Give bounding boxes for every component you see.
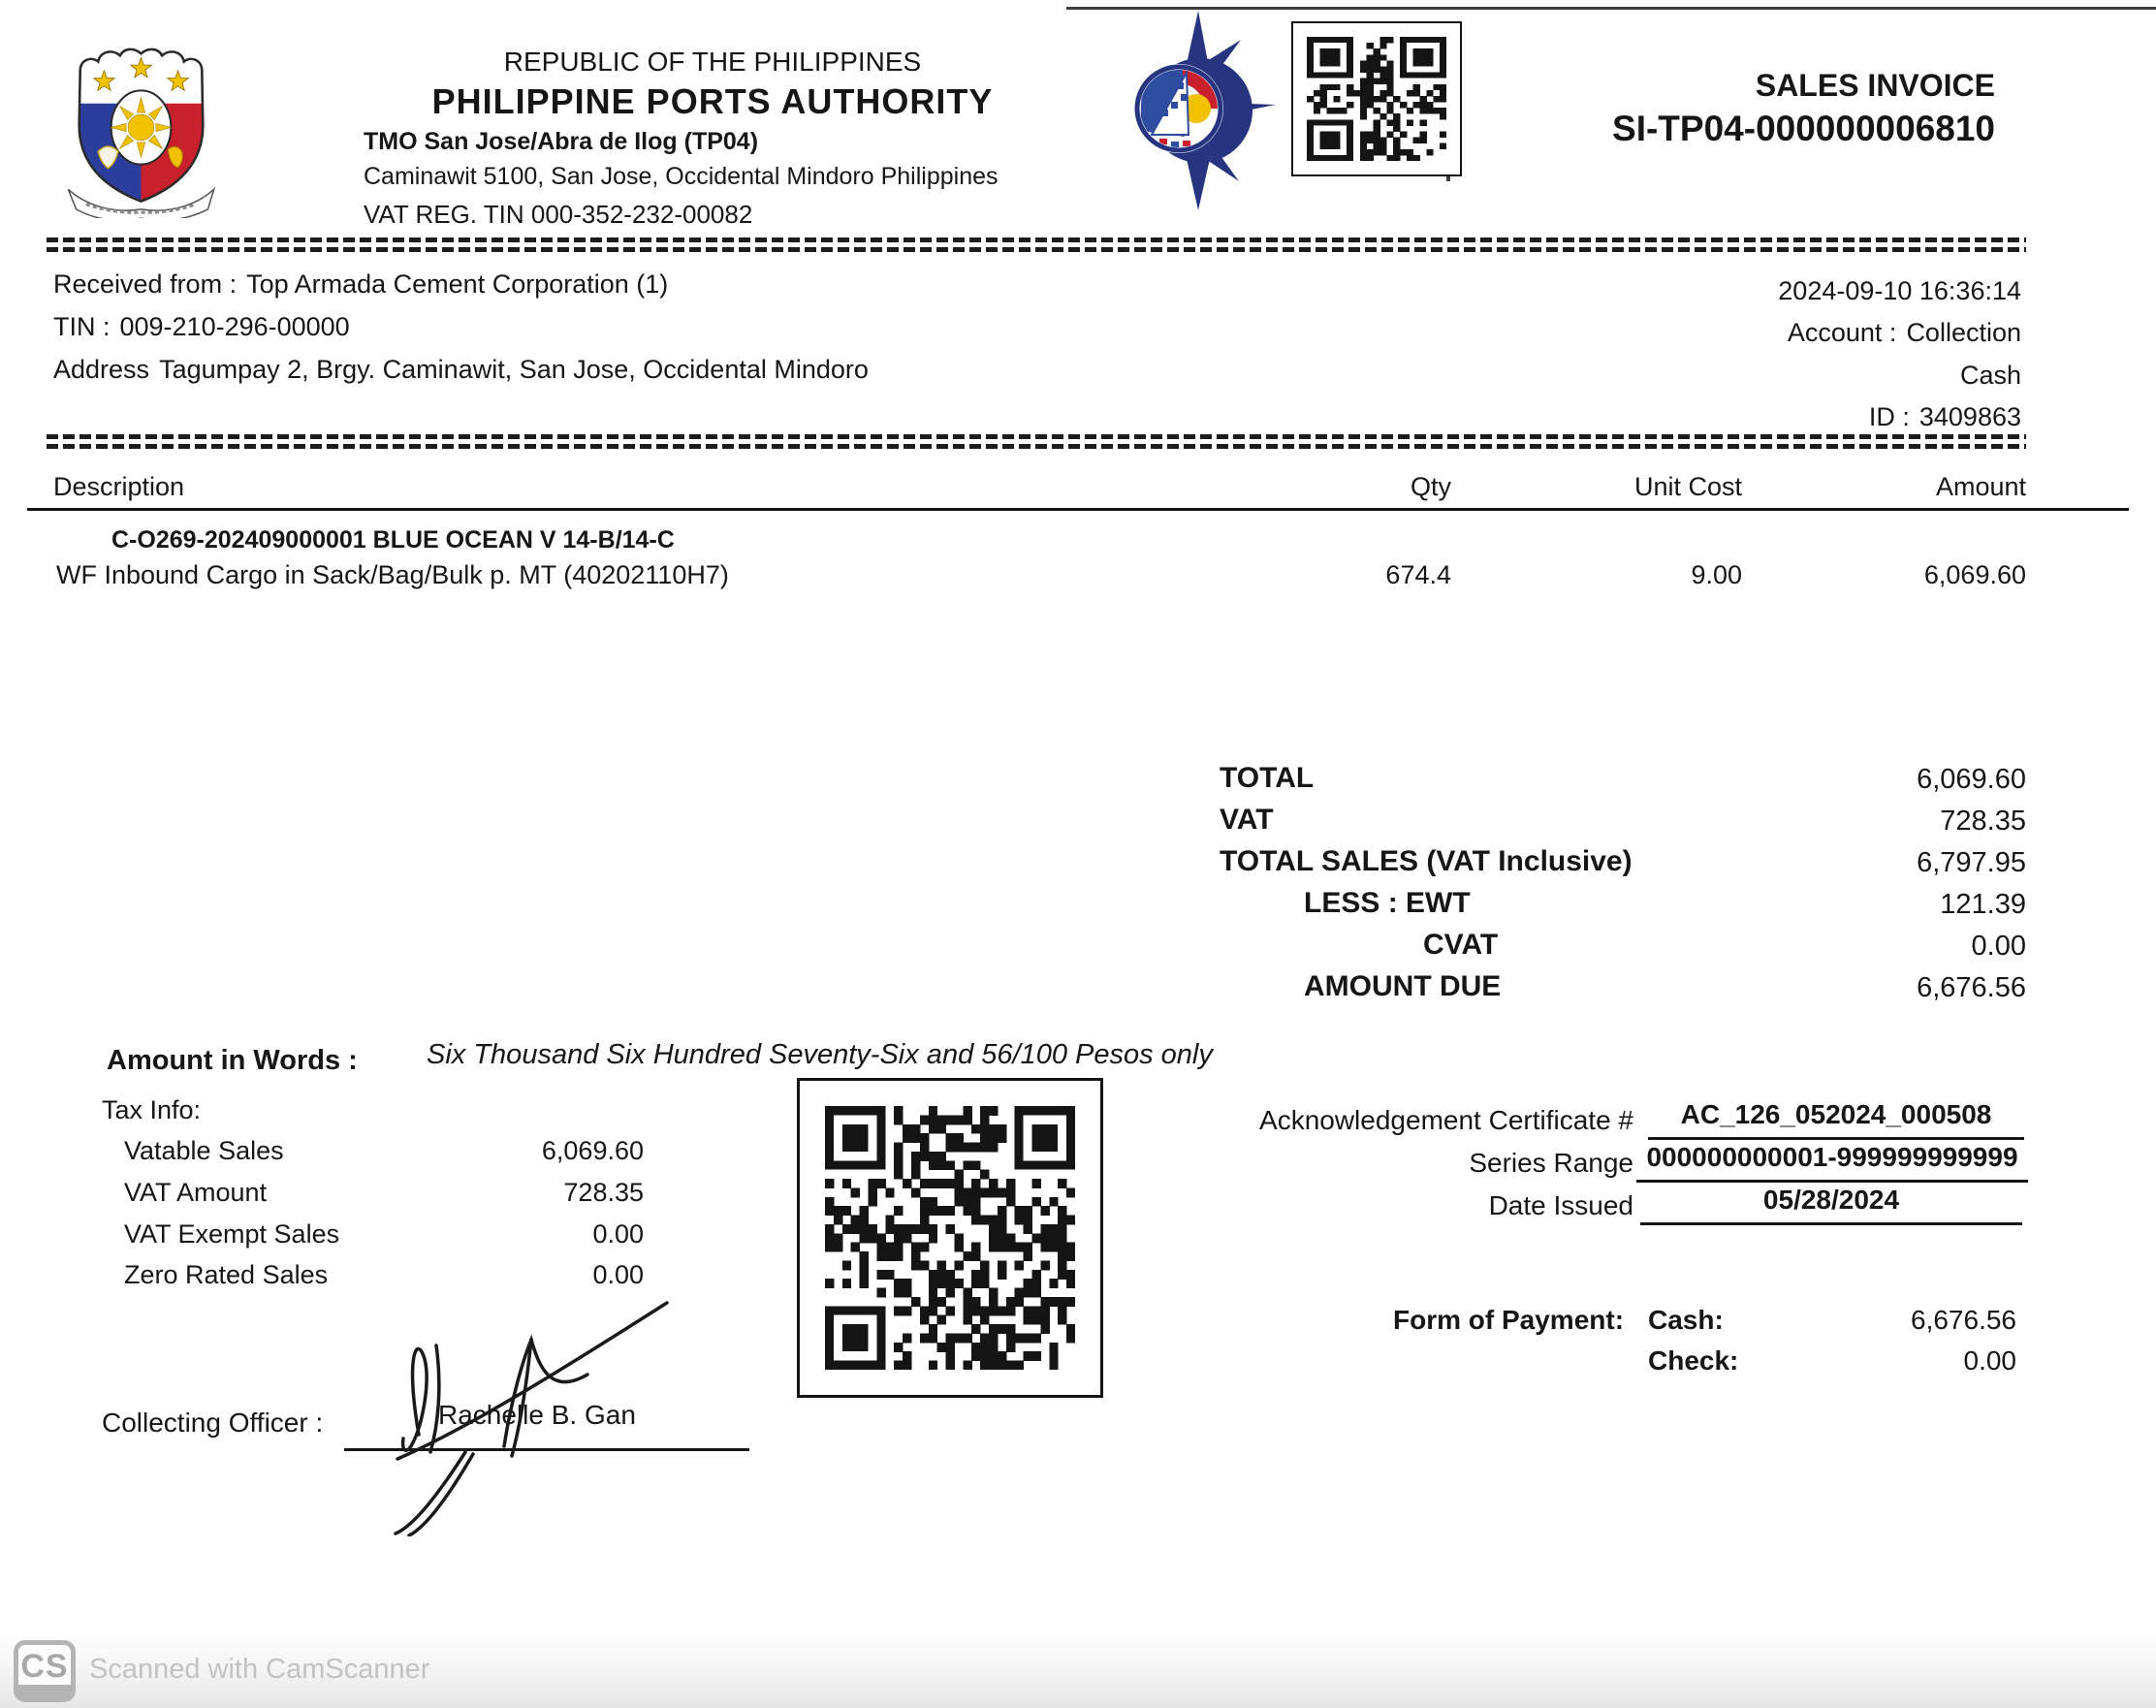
id-value: 3409863 (1918, 402, 2021, 431)
tin-value: 009-210-296-00000 (119, 312, 350, 341)
series-range-value: 000000000001-999999999999 (1636, 1142, 2028, 1183)
date-issued-value: 05/28/2024 (1640, 1185, 2022, 1225)
col-header-amount: Amount (1935, 472, 2026, 501)
vat-amount-label: VAT Amount (124, 1178, 268, 1207)
vatable-sales-label: Vatable Sales (124, 1136, 284, 1165)
dashed-separator (47, 237, 2026, 254)
office-line: TMO San Jose/Abra de Ilog (TP04) (364, 128, 759, 155)
total-value: 6,069.60 (1917, 764, 2026, 795)
invoice-datetime: 2024-09-10 16:36:14 (1778, 276, 2021, 305)
amount-in-words-value: Six Thousand Six Hundred Seventy-Six and 56/100 Pesos only (427, 1039, 1213, 1070)
invoice-number: SI-TP04-000000006810 (1612, 109, 1995, 148)
vat-label: VAT (1220, 804, 1274, 836)
payment-mode: Cash (1959, 361, 2021, 390)
account-value: Collection (1906, 318, 2021, 347)
account-label: Account : (1787, 318, 1897, 347)
tax-info-title: Tax Info: (102, 1095, 202, 1124)
doc-type-title: SALES INVOICE (1755, 68, 1995, 103)
id-label: ID : (1868, 402, 1910, 431)
address-value: Tagumpay 2, Brgy. Caminawit, San Jose, Occidental Mindoro (159, 355, 869, 384)
cvat-label: CVAT (1423, 929, 1499, 961)
collecting-officer-label: Collecting Officer : (102, 1408, 324, 1438)
vatable-sales-value: 6,069.60 (541, 1136, 644, 1165)
header-address-line: Caminawit 5100, San Jose, Occidental Mindoro Philippines (364, 163, 999, 190)
total-sales-label: TOTAL SALES (VAT Inclusive) (1220, 845, 1633, 877)
tin-label: TIN : (53, 312, 111, 341)
cvat-value: 0.00 (1971, 931, 2026, 962)
item-unit-cost: 9.00 (1691, 560, 1742, 589)
philippine-coat-of-arms-icon (56, 39, 226, 218)
address-label: Address (53, 355, 150, 384)
vat-reg-line: VAT REG. TIN 000-352-232-00082 (364, 200, 753, 229)
form-of-payment-title: Form of Payment: (1393, 1305, 1625, 1335)
date-issued-label: Date Issued (1488, 1190, 1633, 1220)
col-header-description: Description (53, 472, 185, 501)
qr-code-bottom (797, 1078, 1103, 1398)
received-from-value: Top Armada Cement Corporation (1) (246, 269, 669, 299)
dashed-separator (47, 434, 2026, 451)
ack-cert-label: Acknowledgement Certificate # (1259, 1105, 1633, 1135)
collecting-officer-name: Rachelle B. Gan (438, 1400, 636, 1430)
vat-exempt-label: VAT Exempt Sales (124, 1219, 340, 1249)
address-row (53, 355, 869, 385)
id-row (1454, 402, 2021, 432)
camscanner-logo-bar (18, 1685, 71, 1697)
col-header-qty: Qty (1410, 472, 1451, 501)
check-value: 0.00 (1963, 1345, 2016, 1376)
cash-value: 6,676.56 (1911, 1305, 2016, 1335)
camscanner-logo (14, 1640, 76, 1702)
cash-label: Cash: (1648, 1305, 1724, 1335)
qr-code-top (1291, 21, 1462, 176)
received-from-label: Received from : (53, 269, 238, 299)
account-row (1454, 318, 2021, 348)
item-description: WF Inbound Cargo in Sack/Bag/Bulk p. MT (40202110H7) (56, 560, 729, 589)
less-ewt-value: 121.39 (1940, 889, 2026, 920)
total-sales-value: 6,797.95 (1917, 847, 2026, 878)
signature-scribble (359, 1289, 727, 1536)
table-header-rule (27, 508, 2129, 511)
tin-row (53, 312, 350, 342)
vat-value: 728.35 (1940, 806, 2026, 837)
camscanner-watermark: Scanned with CamScanner (89, 1654, 430, 1685)
amount-due-label: AMOUNT DUE (1304, 970, 1502, 1002)
vat-exempt-value: 0.00 (592, 1219, 644, 1249)
authority-name: PHILIPPINE PORTS AUTHORITY (431, 81, 994, 121)
item-group-header: C-O269-202409000001 BLUE OCEAN V 14-B/14-C (111, 526, 675, 554)
amount-due-value: 6,676.56 (1917, 972, 2026, 1003)
ppa-compass-logo-icon (1123, 8, 1278, 213)
zero-rated-label: Zero Rated Sales (124, 1260, 329, 1289)
received-from-row (53, 269, 668, 300)
col-header-unit-cost: Unit Cost (1633, 472, 1742, 501)
ack-cert-value: AC_126_052024_000508 (1648, 1099, 2024, 1140)
less-ewt-label: LESS : EWT (1304, 887, 1471, 919)
item-qty: 674.4 (1385, 560, 1451, 589)
series-range-label: Series Range (1469, 1148, 1633, 1178)
total-label: TOTAL (1220, 762, 1315, 794)
vat-amount-value: 728.35 (563, 1178, 644, 1207)
camscanner-logo-letters: CS (20, 1648, 69, 1685)
check-label: Check: (1648, 1345, 1739, 1376)
amount-in-words-label: Amount in Words : (107, 1045, 358, 1076)
item-amount: 6,069.60 (1923, 560, 2026, 589)
republic-line: REPUBLIC OF THE PHILIPPINES (503, 47, 922, 77)
zero-rated-value: 0.00 (592, 1260, 644, 1289)
